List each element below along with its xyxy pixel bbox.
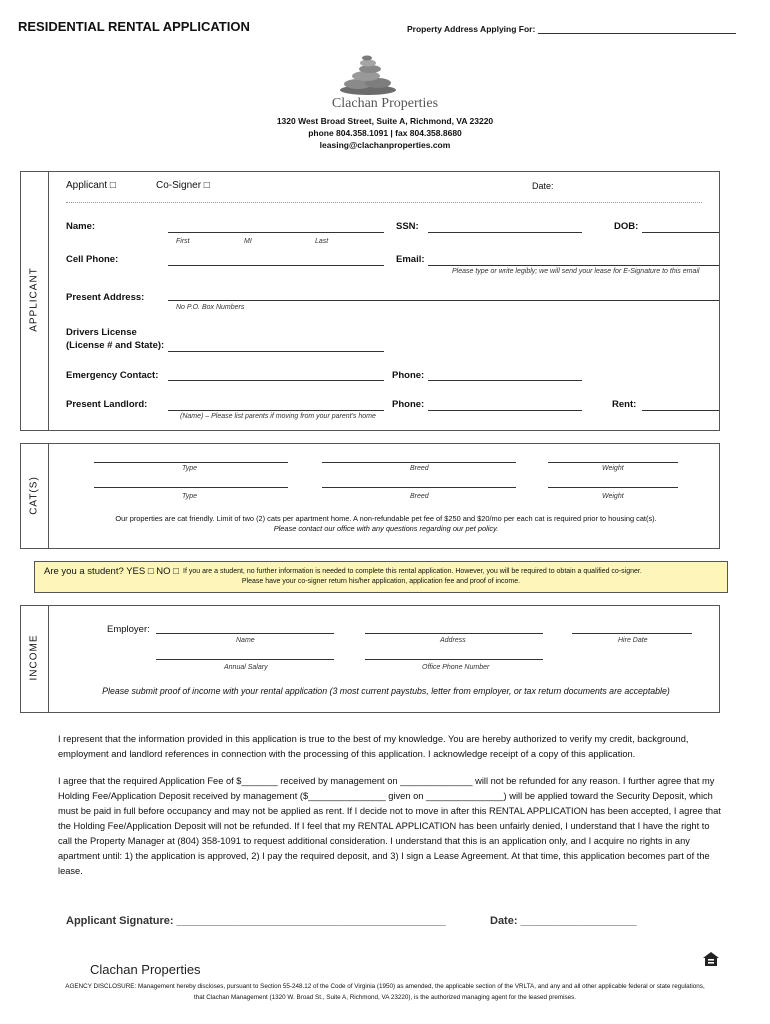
present-address-label: Present Address: — [66, 292, 145, 303]
name-label: Name: — [66, 221, 96, 232]
agency-disclosure-1: AGENCY DISCLOSURE: Management hereby discloses, pursuant to Section 55-248.12 of the Code of Virginia (1950) as amended, the applicable section of the VRLTA, and any and all other applicable federal or state regulations, — [65, 983, 705, 990]
cat1-breed-caption: Breed — [410, 465, 429, 472]
license-label-1: Drivers License — [66, 327, 137, 338]
office-phone-field[interactable] — [365, 659, 543, 660]
cell-phone-label: Cell Phone: — [66, 254, 119, 265]
mi-caption: MI — [244, 238, 252, 245]
applicant-signature-field[interactable]: Applicant Signature: ____________________________________________ — [66, 915, 446, 927]
rent-field[interactable] — [642, 410, 719, 411]
first-caption: First — [176, 238, 190, 245]
student-note-2: Please have your co-signer return his/her application, application fee and proof of income. — [241, 578, 521, 585]
applicant-checkbox[interactable]: Applicant □ — [66, 180, 116, 191]
landlord-note: (Name) – Please list parents if moving from your parent's home — [180, 413, 376, 420]
dob-field[interactable] — [642, 232, 719, 233]
income-section-label: INCOME — [28, 634, 40, 681]
cat1-type-caption: Type — [182, 465, 198, 472]
emergency-phone-field[interactable] — [428, 380, 582, 381]
form-title: RESIDENTIAL RENTAL APPLICATION — [18, 19, 250, 34]
email-field[interactable] — [428, 265, 719, 266]
equal-housing-icon — [702, 951, 720, 969]
last-caption: Last — [315, 238, 329, 245]
property-address-label: Property Address Applying For: — [407, 24, 536, 34]
student-note-1: If you are a student, no further information is needed to complete this rental application. However, you will be required to obtain a qualified co-signer. — [183, 568, 642, 575]
cosigner-checkbox[interactable]: Co-Signer □ — [156, 180, 210, 191]
license-field[interactable] — [168, 351, 384, 352]
emergency-phone-label: Phone: — [392, 370, 425, 381]
applicant-section-label: APPLICANT — [28, 267, 40, 332]
cat-policy-contact: Please contact our office with any questions regarding our pet policy. — [273, 524, 499, 533]
present-landlord-field[interactable] — [168, 410, 384, 411]
dotted-divider — [66, 202, 702, 203]
ssn-label: SSN: — [396, 221, 419, 232]
company-phone: phone 804.358.1091 | fax 804.358.8680 — [308, 128, 462, 138]
annual-salary-field[interactable] — [156, 659, 334, 660]
company-name-logo: Clachan Properties — [331, 96, 439, 111]
hire-date-caption: Hire Date — [618, 637, 648, 644]
stones-logo — [336, 54, 400, 96]
po-box-note: No P.O. Box Numbers — [176, 304, 245, 311]
present-landlord-label: Present Landlord: — [66, 399, 148, 410]
annual-salary-caption: Annual Salary — [224, 664, 268, 671]
footer-company-name: Clachan Properties — [90, 962, 201, 977]
cell-phone-field[interactable] — [168, 265, 384, 266]
landlord-phone-label: Phone: — [392, 399, 425, 410]
cat1-weight-field[interactable] — [548, 462, 678, 463]
employer-address-caption: Address — [440, 637, 466, 644]
employer-name-caption: Name — [236, 637, 255, 644]
emergency-contact-label: Emergency Contact: — [66, 370, 159, 381]
license-label-2: (License # and State): — [66, 340, 165, 351]
date-label: Date: — [532, 181, 554, 191]
agreement-paragraph-1: I represent that the information provided in this application is true to the best of my knowledge. You are hereby authorized to verify my credit, background, employment and landlord references in connection with the processing of this application. I acknowledge receipt of a copy of this application. — [58, 734, 689, 759]
cat1-type-field[interactable] — [94, 462, 288, 463]
office-phone-caption: Office Phone Number — [422, 664, 490, 671]
email-note: Please type or write legibly; we will send your lease for E-Signature to this email — [452, 268, 700, 275]
dob-label: DOB: — [614, 221, 639, 232]
ssn-field[interactable] — [428, 232, 582, 233]
signature-date-field[interactable]: Date: ___________________ — [490, 915, 637, 927]
employer-address-field[interactable] — [365, 633, 543, 634]
employer-label: Employer: — [107, 624, 150, 635]
present-address-field[interactable] — [168, 300, 719, 301]
cat-policy-note: Our properties are cat friendly. Limit of two (2) cats per apartment home. A non-refundable pet fee of $250 and $20/mo per each cat is required prior to housing cat(s). — [115, 514, 657, 523]
email-label: Email: — [396, 254, 425, 265]
cat2-breed-caption: Breed — [410, 493, 429, 500]
company-address: 1320 West Broad Street, Suite A, Richmond, VA 23220 — [276, 116, 494, 126]
cat2-breed-field[interactable] — [322, 487, 516, 488]
agency-disclosure-2: that Clachan Management (1320 W. Broad St., Suite A, Richmond, VA 23220), is the authorized managing agent for the leased premises. — [193, 994, 577, 1001]
cat1-breed-field[interactable] — [322, 462, 516, 463]
cats-section-label: CAT(S) — [28, 476, 40, 515]
landlord-phone-field[interactable] — [428, 410, 582, 411]
student-question[interactable]: Are you a student? YES □ NO □ — [44, 566, 179, 577]
applicant-section — [48, 171, 720, 431]
emergency-contact-field[interactable] — [168, 380, 384, 381]
rent-label: Rent: — [612, 399, 637, 410]
cat1-weight-caption: Weight — [602, 465, 624, 472]
cat2-weight-caption: Weight — [602, 493, 624, 500]
employer-name-field[interactable] — [156, 633, 334, 634]
company-email: leasing@clachanproperties.com — [319, 140, 451, 150]
hire-date-field[interactable] — [572, 633, 692, 634]
name-field[interactable] — [168, 232, 384, 233]
cat2-type-field[interactable] — [94, 487, 288, 488]
cat2-type-caption: Type — [182, 493, 198, 500]
agreement-paragraph-2: I agree that the required Application Fee of $_______ received by management on ______________ will not be refunded for any reason. I further agree that my Holding Fee/Application Deposit received by management ($_______________ given on _______________) will be applied toward the Security Deposit, which must be paid in full before occupancy and may not be applied as rent. If I decide not to move in after this RENTAL APPLICATION has been accepted, I agree that the Holding Fee/Application Deposit will not be refunded. If I feel that my RENTAL APPLICATION has been unfairly denied, I understand that I have the right to call the Property Manager at (804) 358-1091 to request additional consideration. I understand that this is an application only, and I acquire no rights in any apartment until: 1) the application is approved, 2) I pay the required deposit, and 3) I sign a Lease Agreement. At that time, this application becomes part of the lease. — [58, 776, 721, 876]
property-address-field[interactable] — [538, 33, 736, 34]
income-proof-note: Please submit proof of income with your rental application (3 most current paystubs, letter from employer, or tax return documents are acceptable) — [102, 686, 670, 696]
cat2-weight-field[interactable] — [548, 487, 678, 488]
